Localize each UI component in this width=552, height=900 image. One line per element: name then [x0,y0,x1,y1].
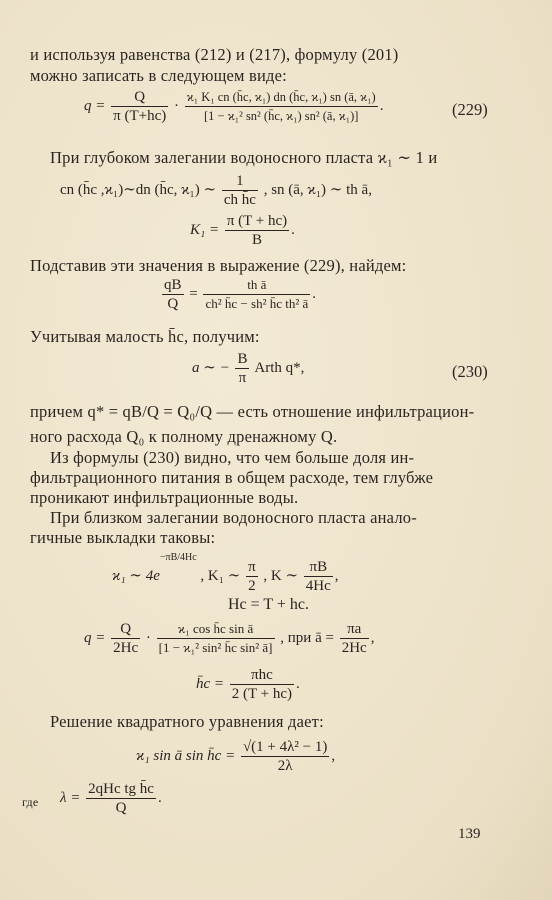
text-line: фильтрационного питания в общем расходе, тем глубже [30,468,434,487]
fraction-numerator: Q [111,620,140,639]
fraction-denominator: ch² h̄c − sh² h̄c th² ā [205,296,309,311]
fraction-numerator: ϰ₁ cos h̄c sin ā [157,620,275,639]
fraction-numerator: πhc [230,666,294,685]
fraction-denominator: Q [167,296,179,312]
eq-text: , при ā = [280,629,334,646]
text-line: причем q* = qB/Q = Q₀/Q — есть отношение инфильтрацион- [30,402,475,421]
exponent: −πB/4Hc [159,551,197,563]
eq-text: , K ∼ [263,567,299,584]
fraction-denominator: 2 [248,578,256,594]
eq-text: ϰ₁ ∼ 4e [112,567,160,584]
eq-lhs: K₁ = [190,221,220,238]
fraction [304,558,333,595]
fraction-denominator: π (T+hc) [113,108,167,124]
fraction [111,620,140,657]
fraction-denominator: ch h̄c [223,192,256,208]
page-number: 139 [458,826,481,842]
text-line: ного расхода Q₀ к полному дренажному Q. [30,427,338,446]
fraction-numerator: πB [304,558,333,577]
equation-cn [60,172,372,209]
fraction-denominator: 4Hc [305,578,331,594]
fraction-numerator: π (T + hc) [226,213,288,229]
eq-text: , sn (ā, ϰ₁) ∼ th ā, [263,181,372,198]
fraction-denominator: 2Hc [113,640,139,656]
text-line: проникают инфильтрационные воды. [30,488,299,507]
text-line: При близком залегании водоносного пласта анало- [50,508,417,527]
fraction [203,276,310,313]
eq-lhs: a ∼ − [192,359,230,376]
equation-qb: $\frac{qB}{Q}$ = $\frac{\text{th ā}}{\text{ch² h̄c − sh² h̄c th² ā}}$ . [164,277,317,312]
equation-kappa: ϰ₁ ∼ $4e^{-\pi B/4Hc}$ , K₁ ∼ $\frac{\pi}{2}$ , K ∼ $\frac{\pi B}{4Hc}$ , [112,551,339,594]
fraction-denominator: 2Hc [341,640,367,656]
equation-lambda: λ = $\frac{\text{2qHc tg h̄c}}{Q}$ . [60,781,162,816]
fraction [185,88,378,125]
fraction [246,558,258,595]
equation-number: (229) [452,100,488,119]
eq-lhs: q = [84,629,106,646]
fraction [241,738,329,775]
fraction [230,666,294,703]
fraction [111,88,168,125]
fraction-numerator: B [237,351,248,367]
fraction-numerator: Q [111,88,168,107]
text-line: можно записать в следующем виде: [30,66,287,85]
text-line: Учитывая малость h̄c, получим: [30,327,260,346]
fraction-numerator: πa [340,620,369,639]
fraction-denominator: 2 (T + hc) [231,686,293,702]
fraction-numerator: ϰ₁ K₁ cn (h̄c, ϰ₁) dn (h̄c, ϰ₁) sn (ā, ϰ₁) [185,88,378,107]
text-line: Из формулы (230) видно, что чем больше доля ин- [50,448,415,467]
equation-K1: K₁ = $\frac{\pi (T + hc)}{B}$ . [190,213,295,248]
equation-solution: ϰ₁ sin ā sin h̄c = $\frac{\text{√(1 + 4λ² − 1)}}{2\lambda}$ , [136,739,336,774]
fraction-numerator: qB [164,277,182,293]
fraction-denominator: [1 − ϰ₁² sin² h̄c sin² ā] [158,640,273,655]
eq-lhs: ϰ₁ sin ā sin h̄c = [136,747,236,764]
fraction-numerator: th ā [203,276,310,295]
text-line: и используя равенства (212) и (217), формулу (201) [30,45,399,64]
fraction [340,620,369,657]
eq-text: cn (h̄c ,ϰ₁)∼dn (h̄c, ϰ₁) ∼ [60,181,217,198]
fraction [225,212,289,249]
eq-text: , K₁ ∼ [200,567,241,584]
equation-229: q = $\frac{Q}{\pi (T+hc)}$ · $\frac{\text{ϰ₁ K₁ cn (h̄c, ϰ₁) dn (h̄c, ϰ₁) sn (ā, ϰ₁)}}{\text{[1 − ϰ₁² sn² (h̄c, ϰ₁) sn² (ā, ϰ₁)]}}$ . [84,89,384,124]
text-line: Решение квадратного уравнения дает: [50,712,324,731]
fraction [222,172,258,209]
eq-lhs: h̄c = [196,675,225,692]
fraction-denominator: Q [115,800,127,816]
fraction [86,780,156,817]
equation-hbar: h̄c = $\frac{\text{πhc}}{2 (T + hc)}$ . [196,667,300,702]
fraction [157,620,275,657]
text-line: где [22,795,39,809]
fraction [162,276,184,313]
fraction-numerator: π [248,559,256,575]
text-line: Подставив эти значения в выражение (229), найдем: [30,256,407,275]
text-line: При глубоком залегании водоносного пласта ϰ₁ ∼ 1 и [50,148,438,167]
fraction-denominator: π [238,370,247,386]
fraction-denominator: [1 − ϰ₁² sn² (h̄c, ϰ₁) sn² (ā, ϰ₁)] [204,109,359,123]
fraction-numerator: √(1 + 4λ² − 1) [242,739,328,755]
equation-number: (230) [452,362,488,381]
fraction-denominator: B [252,232,263,248]
eq-text: Arth q*, [254,359,305,376]
equation-q2: q = $\frac{Q}{2Hc}$ · $\frac{\text{ϰ₁ cos h̄c sin ā}}{\text{[1 − ϰ₁² sin² h̄c sin² ā]}}$ , при ā = $\frac{\pi a}{2Hc}$ , [84,621,375,656]
text-line: гичные выкладки таковы: [30,528,216,547]
fraction-numerator: 2qHc tg h̄c [88,781,154,797]
eq-text: = [189,285,198,302]
eq-lhs: q = [84,97,106,114]
fraction-numerator: 1 [222,172,258,191]
fraction [235,350,249,387]
equation-230 [192,350,304,387]
eq-lhs: λ = [60,789,81,806]
fraction-denominator: 2λ [277,758,293,774]
equation-Hc: Hc = T + hc. [228,596,309,613]
